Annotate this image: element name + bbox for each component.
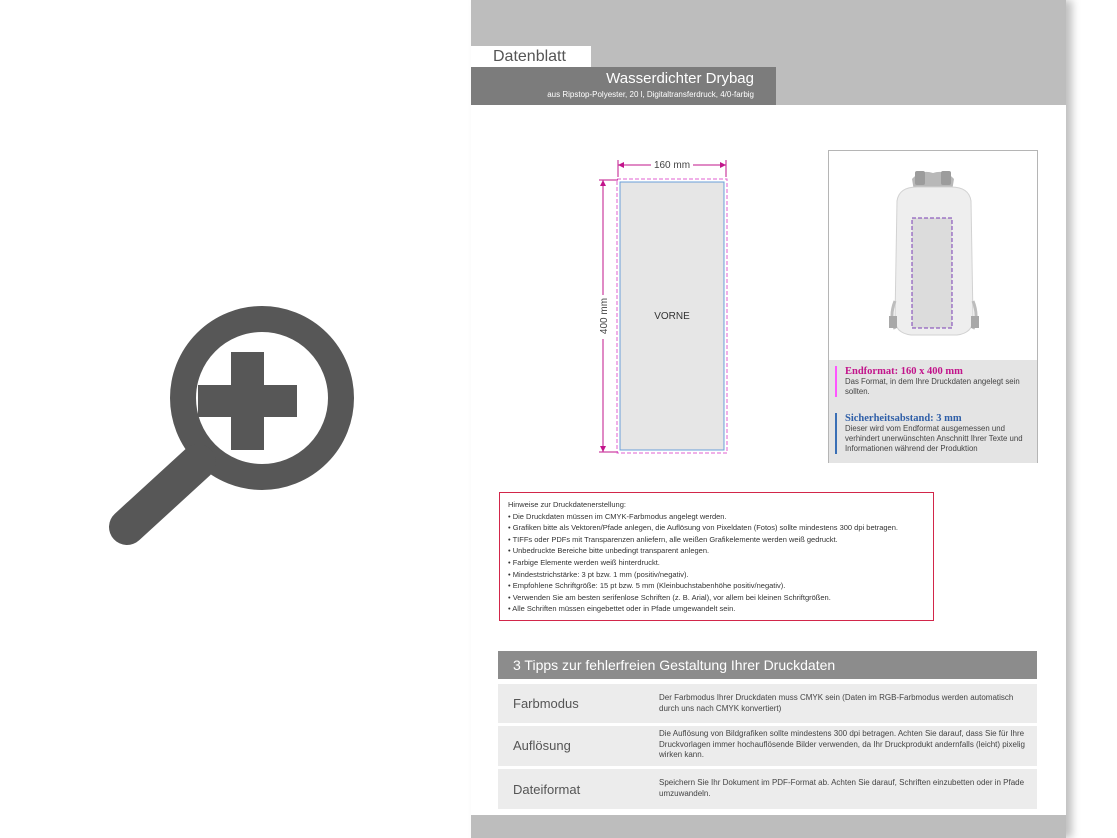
tip-row-file-format	[498, 769, 1037, 809]
print-hints-box	[499, 492, 934, 621]
tip-text: Die Auflösung von Bildgrafiken sollte mindestens 300 dpi betragen. Achten Sie darauf, dass Sie für Ihre Druckvorlagen immer hochauflösende Bilder verwenden, da Ihr Druckprodukt andernfalls (leicht) pixelig wirken kann.	[659, 729, 1025, 759]
end-format-text: Das Format, in dem Ihre Druckdaten angelegt sein sollten.	[845, 377, 1020, 396]
tip-row-resolution	[498, 726, 1037, 766]
tip-label: Auflösung	[513, 738, 571, 753]
hint-item: • Unbedruckte Bereiche bitte unbedingt transparent anlegen.	[508, 545, 925, 557]
product-preview	[828, 150, 1038, 463]
tip-text: Der Farbmodus Ihrer Druckdaten muss CMYK sein (Daten im RGB-Farbmodus werden automatisch durch uns nach CMYK konvertiert)	[659, 693, 1014, 713]
tip-text: Speichern Sie Ihr Dokument im PDF-Format ab. Achten Sie darauf, Schriften einzubetten oder in Pfade umzuwandeln.	[659, 778, 1025, 798]
safety-margin-info	[835, 413, 1037, 454]
hint-item: • Empfohlene Schriftgröße: 15 pt bzw. 5 mm (Kleinbuchstabenhöhe positiv/negativ).	[508, 580, 925, 592]
width-label: 160 mm	[653, 160, 691, 171]
tip-row-color-mode	[498, 684, 1037, 723]
end-format-title: Endformat: 160 x 400 mm	[845, 366, 963, 377]
datasheet-page	[471, 0, 1066, 838]
footer-band	[471, 815, 1066, 838]
hints-list	[508, 511, 925, 615]
safety-title: Sicherheitsabstand: 3 mm	[845, 413, 962, 424]
datasheet-tab: Datenblatt	[471, 46, 591, 67]
face-label: VORNE	[654, 311, 690, 322]
hint-item: • Alle Schriften müssen eingebettet oder in Pfade umgewandelt sein.	[508, 603, 925, 615]
tip-label: Dateiformat	[513, 782, 581, 797]
drybag-image	[829, 151, 1037, 360]
product-title: Wasserdichter Drybag	[606, 70, 754, 87]
print-template	[596, 155, 736, 455]
safety-text: Dieser wird vom Endformat ausgemessen und verhindert unerwünschten Anschnitt Ihrer Texte und Informationen während der Produktion	[845, 424, 1023, 453]
title-box	[471, 67, 776, 105]
format-legend	[829, 360, 1037, 463]
tip-label: Farbmodus	[513, 696, 579, 711]
hint-item: • Mindeststrichstärke: 3 pt bzw. 1 mm (positiv/negativ).	[508, 569, 925, 581]
end-format-info	[835, 366, 1037, 397]
hint-item: • Farbige Elemente werden weiß hinterdruckt.	[508, 557, 925, 569]
print-area-marker	[912, 218, 952, 328]
hint-item: • Grafiken bitte als Vektoren/Pfade anlegen, die Auflösung von Pixeldaten (Fotos) sollte mindestens 300 dpi betragen.	[508, 522, 925, 534]
hint-item: • Verwenden Sie am besten serifenlose Schriften (z. B. Arial), vor allem bei kleinen Schriftgrößen.	[508, 592, 925, 604]
product-subtitle: aus Ripstop-Polyester, 20 l, Digitaltransferdruck, 4/0-farbig	[547, 90, 754, 99]
tips-heading: 3 Tipps zur fehlerfreien Gestaltung Ihrer Druckdaten	[498, 651, 1037, 679]
hint-item: • Die Druckdaten müssen im CMYK-Farbmodus angelegt werden.	[508, 511, 925, 523]
hint-item: • TIFFs oder PDFs mit Transparenzen anliefern, alle weißen Grafikelemente werden weiß gedruckt.	[508, 534, 925, 546]
zoom-in-icon[interactable]	[100, 290, 360, 550]
hints-heading: Hinweise zur Druckdatenerstellung:	[508, 500, 626, 509]
height-label: 400 mm	[599, 297, 610, 335]
